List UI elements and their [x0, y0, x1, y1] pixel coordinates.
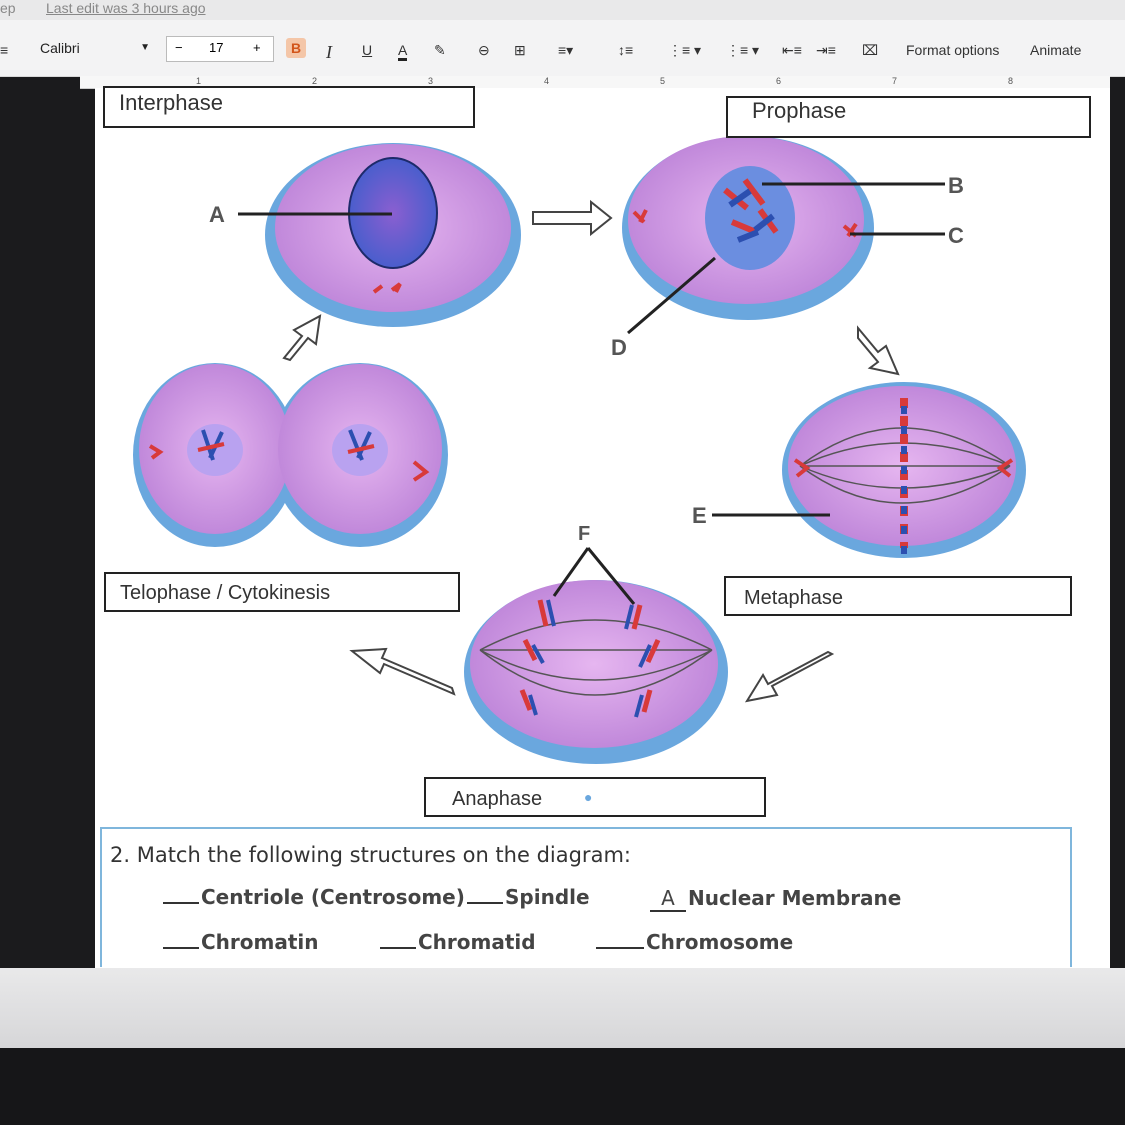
chevron-down-icon: ▼: [140, 42, 150, 53]
link-icon[interactable]: ⊖: [478, 42, 490, 58]
ruler-mark: 2: [312, 76, 318, 86]
highlight-icon[interactable]: ✎: [434, 42, 446, 58]
menu-icon[interactable]: ≡: [0, 42, 9, 58]
ruler-mark: 6: [776, 76, 782, 86]
match-item: [596, 930, 793, 954]
telophase-label: Telophase / Cytokinesis: [120, 582, 331, 604]
app-name: ep: [0, 0, 16, 16]
match-item: [650, 886, 901, 912]
cursor-dot: ●: [584, 789, 593, 805]
metaphase-cell: [782, 382, 1026, 558]
ruler-mark: 8: [1008, 76, 1014, 86]
match-item: [380, 930, 536, 954]
arrow-right-icon: [533, 202, 611, 234]
monitor-bezel: [0, 1048, 1125, 1125]
label-b: B: [948, 173, 964, 198]
answer-blank[interactable]: [467, 902, 503, 904]
metaphase-label-box[interactable]: [724, 576, 1072, 616]
increase-indent-icon[interactable]: ⇥≡: [816, 42, 836, 58]
text-color-button[interactable]: A: [398, 42, 407, 61]
ruler-mark: 1: [196, 76, 202, 86]
interphase-label: Interphase: [119, 90, 223, 115]
screen-margin: [0, 968, 1125, 1048]
answer-blank[interactable]: [596, 947, 644, 949]
answer-blank[interactable]: A: [650, 886, 686, 912]
arrow-up-right-icon: [284, 316, 320, 360]
telophase-cells: [133, 363, 448, 547]
arrow-down-right-icon: [858, 328, 898, 374]
decrease-indent-icon[interactable]: ⇤≡: [782, 42, 802, 58]
match-label: Nuclear Membrane: [688, 886, 902, 910]
prophase-label: Prophase: [752, 98, 847, 123]
arrow-up-left-icon: [352, 649, 454, 694]
telophase-label-box[interactable]: [104, 572, 460, 612]
match-item: [163, 930, 319, 954]
ruler-mark: 5: [660, 76, 666, 86]
font-size-value[interactable]: 17: [209, 40, 224, 55]
metaphase-label: Metaphase: [744, 587, 843, 609]
answer-blank[interactable]: [380, 947, 416, 949]
format-options-button[interactable]: Format options: [906, 42, 1000, 58]
bulleted-list-icon[interactable]: ⋮≡ ▾: [726, 42, 760, 58]
clear-formatting-icon[interactable]: ⌧: [862, 42, 879, 58]
answer-blank[interactable]: [163, 902, 199, 904]
prophase-cell: [622, 136, 874, 320]
ruler-mark: 7: [892, 76, 898, 86]
ruler-mark: 4: [544, 76, 550, 86]
question-text: 2. Match the following structures on the diagram:: [110, 843, 631, 867]
last-edit-link[interactable]: Last edit was 3 hours ago: [46, 0, 206, 16]
align-icon[interactable]: ≡▾: [558, 42, 574, 58]
bold-button[interactable]: B: [286, 38, 306, 58]
answer-blank[interactable]: [163, 947, 199, 949]
label-a: A: [209, 202, 225, 227]
label-e: E: [692, 503, 707, 528]
match-label: Chromatin: [201, 930, 319, 954]
italic-button[interactable]: I: [326, 42, 332, 62]
line-spacing-icon[interactable]: ↕≡: [618, 42, 634, 58]
label-c: C: [948, 223, 964, 248]
interphase-label-box[interactable]: [103, 86, 475, 128]
match-item: [163, 885, 465, 909]
decrease-size-button[interactable]: −: [175, 40, 183, 55]
match-label: Chromatid: [418, 930, 536, 954]
match-label: Spindle: [505, 885, 590, 909]
anaphase-label-box[interactable]: [424, 777, 766, 817]
underline-button[interactable]: U: [362, 42, 373, 58]
interphase-cell: [265, 143, 521, 327]
arrow-down-left-icon: [747, 652, 832, 701]
label-d: D: [611, 335, 627, 360]
anaphase-cell: [464, 580, 728, 764]
animate-button[interactable]: Animate: [1030, 42, 1082, 58]
ruler-mark: 3: [428, 76, 434, 86]
comment-icon[interactable]: ⊞: [514, 42, 526, 58]
prophase-label-box[interactable]: [726, 96, 1091, 138]
label-f: F: [578, 523, 591, 545]
match-label: Chromosome: [646, 930, 794, 954]
numbered-list-icon[interactable]: ⋮≡ ▾: [668, 42, 702, 58]
increase-size-button[interactable]: +: [253, 40, 261, 55]
match-label: Centriole (Centrosome): [201, 885, 465, 909]
font-name: Calibri: [40, 40, 80, 56]
anaphase-label: Anaphase: [452, 788, 543, 810]
match-item: [467, 885, 590, 909]
